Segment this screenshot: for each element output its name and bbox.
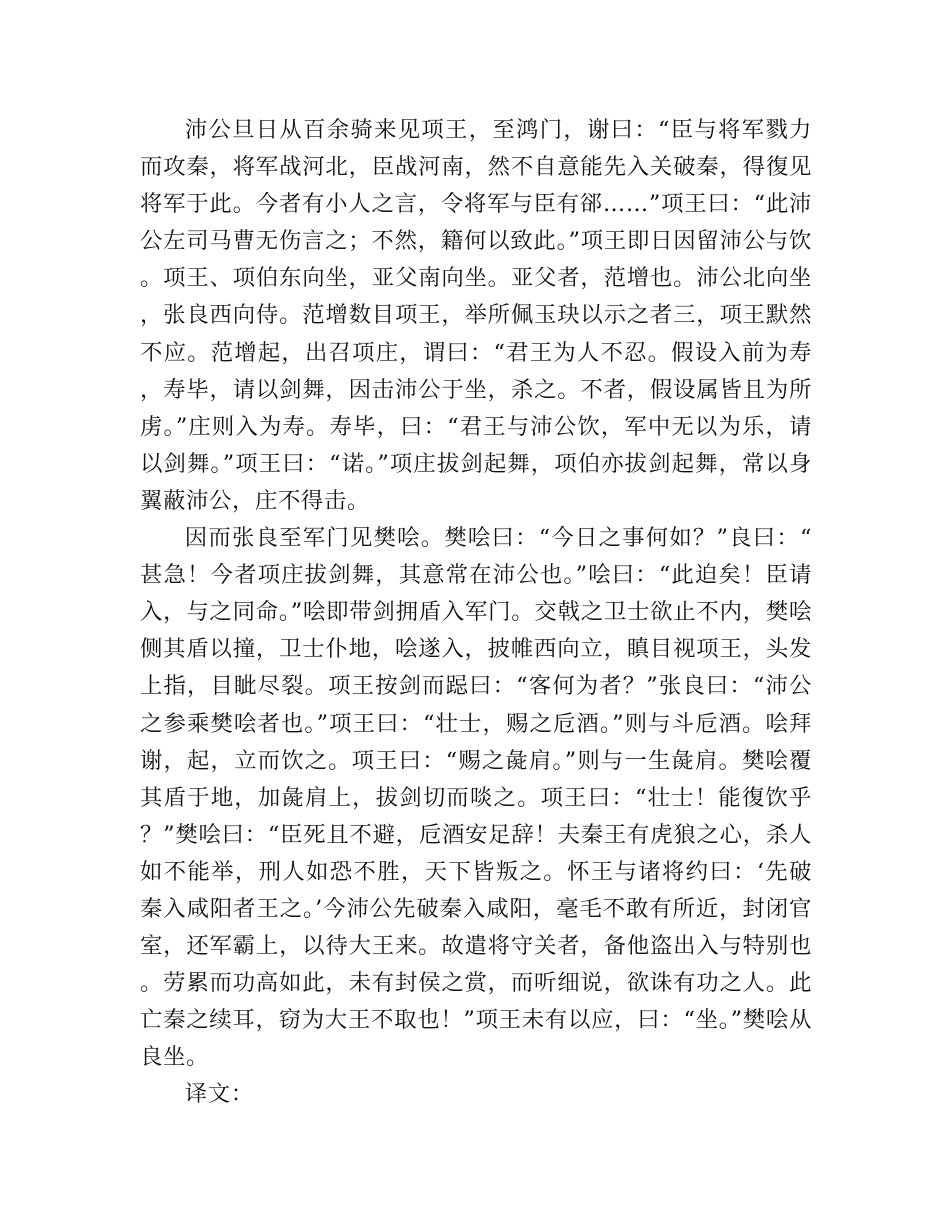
paragraph-hongmen-banquet: 沛公旦日从百余骑来见项王，至鸿门，谢曰：“臣与将军戮力而攻秦，将军战河北，臣战河南，然不自意能先入关破秦，得復见将军于此。今者有小人之言，令将军与臣有郤……”项王曰：“此沛公左司马曹无伤言之；不然，籍何以致此。”项王即日因留沛公与饮。项王、项伯东向坐，亚父南向坐。亚父者，范增也。沛公北向坐，张良西向侍。范增数目项王，举所佩玉玦以示之者三，项王默然不应。范增起，出召项庄，谓曰：“君王为人不忍。假设入前为寿，寿毕，请以剑舞，因击沛公于坐，杀之。不者，假设属皆且为所虏。”庄则入为寿。寿毕，曰：“君王与沛公饮，军中无以为乐，请以剑舞。”项王曰：“诺。”项庄拔剑起舞，项伯亦拔剑起舞，常以身翼蔽沛公，庄不得击。 (140, 117, 812, 514)
document-body (140, 112, 812, 1114)
paragraph-translation-heading: 译文： (184, 1081, 254, 1108)
paragraph-fan-kuai: 因而张良至军门见樊哙。樊哙曰：“今日之事何如？”良曰：“甚急！今者项庄拔剑舞，其意常在沛公也。”哙曰：“此迫矣！臣请入，与之同命。”哙即带剑拥盾入军门。交戟之卫士欲止不内，樊哙侧其盾以撞，卫士仆地，哙遂入，披帷西向立，瞋目视项王，头发上指，目眦尽裂。项王按剑而跽曰：“客何为者？”张良曰：“沛公之参乘樊哙者也。”项王曰：“壮士，赐之卮酒。”则与斗卮酒。哙拜谢，起，立而饮之。项王曰：“赐之彘肩。”则与一生彘肩。樊哙覆其盾于地，加彘肩上，拔剑切而啖之。项王曰：“壮士！能復饮乎？”樊哙曰：“臣死且不避，卮酒安足辞！夫秦王有虎狼之心，杀人如不能举，刑人如恐不胜，天下皆叛之。怀王与诸将约曰：‘先破秦入咸阳者王之。’今沛公先破秦入咸阳，毫毛不敢有所近，封闭官室，还军霸上，以待大王来。故遣将守关者，备他盗出入与特别也。劳累而功高如此，未有封侯之赏，而听细说，欲诛有功之人。此亡秦之续耳，窃为大王不取也！”项王未有以应，曰：“坐。”樊哙从良坐。 (140, 525, 812, 1071)
